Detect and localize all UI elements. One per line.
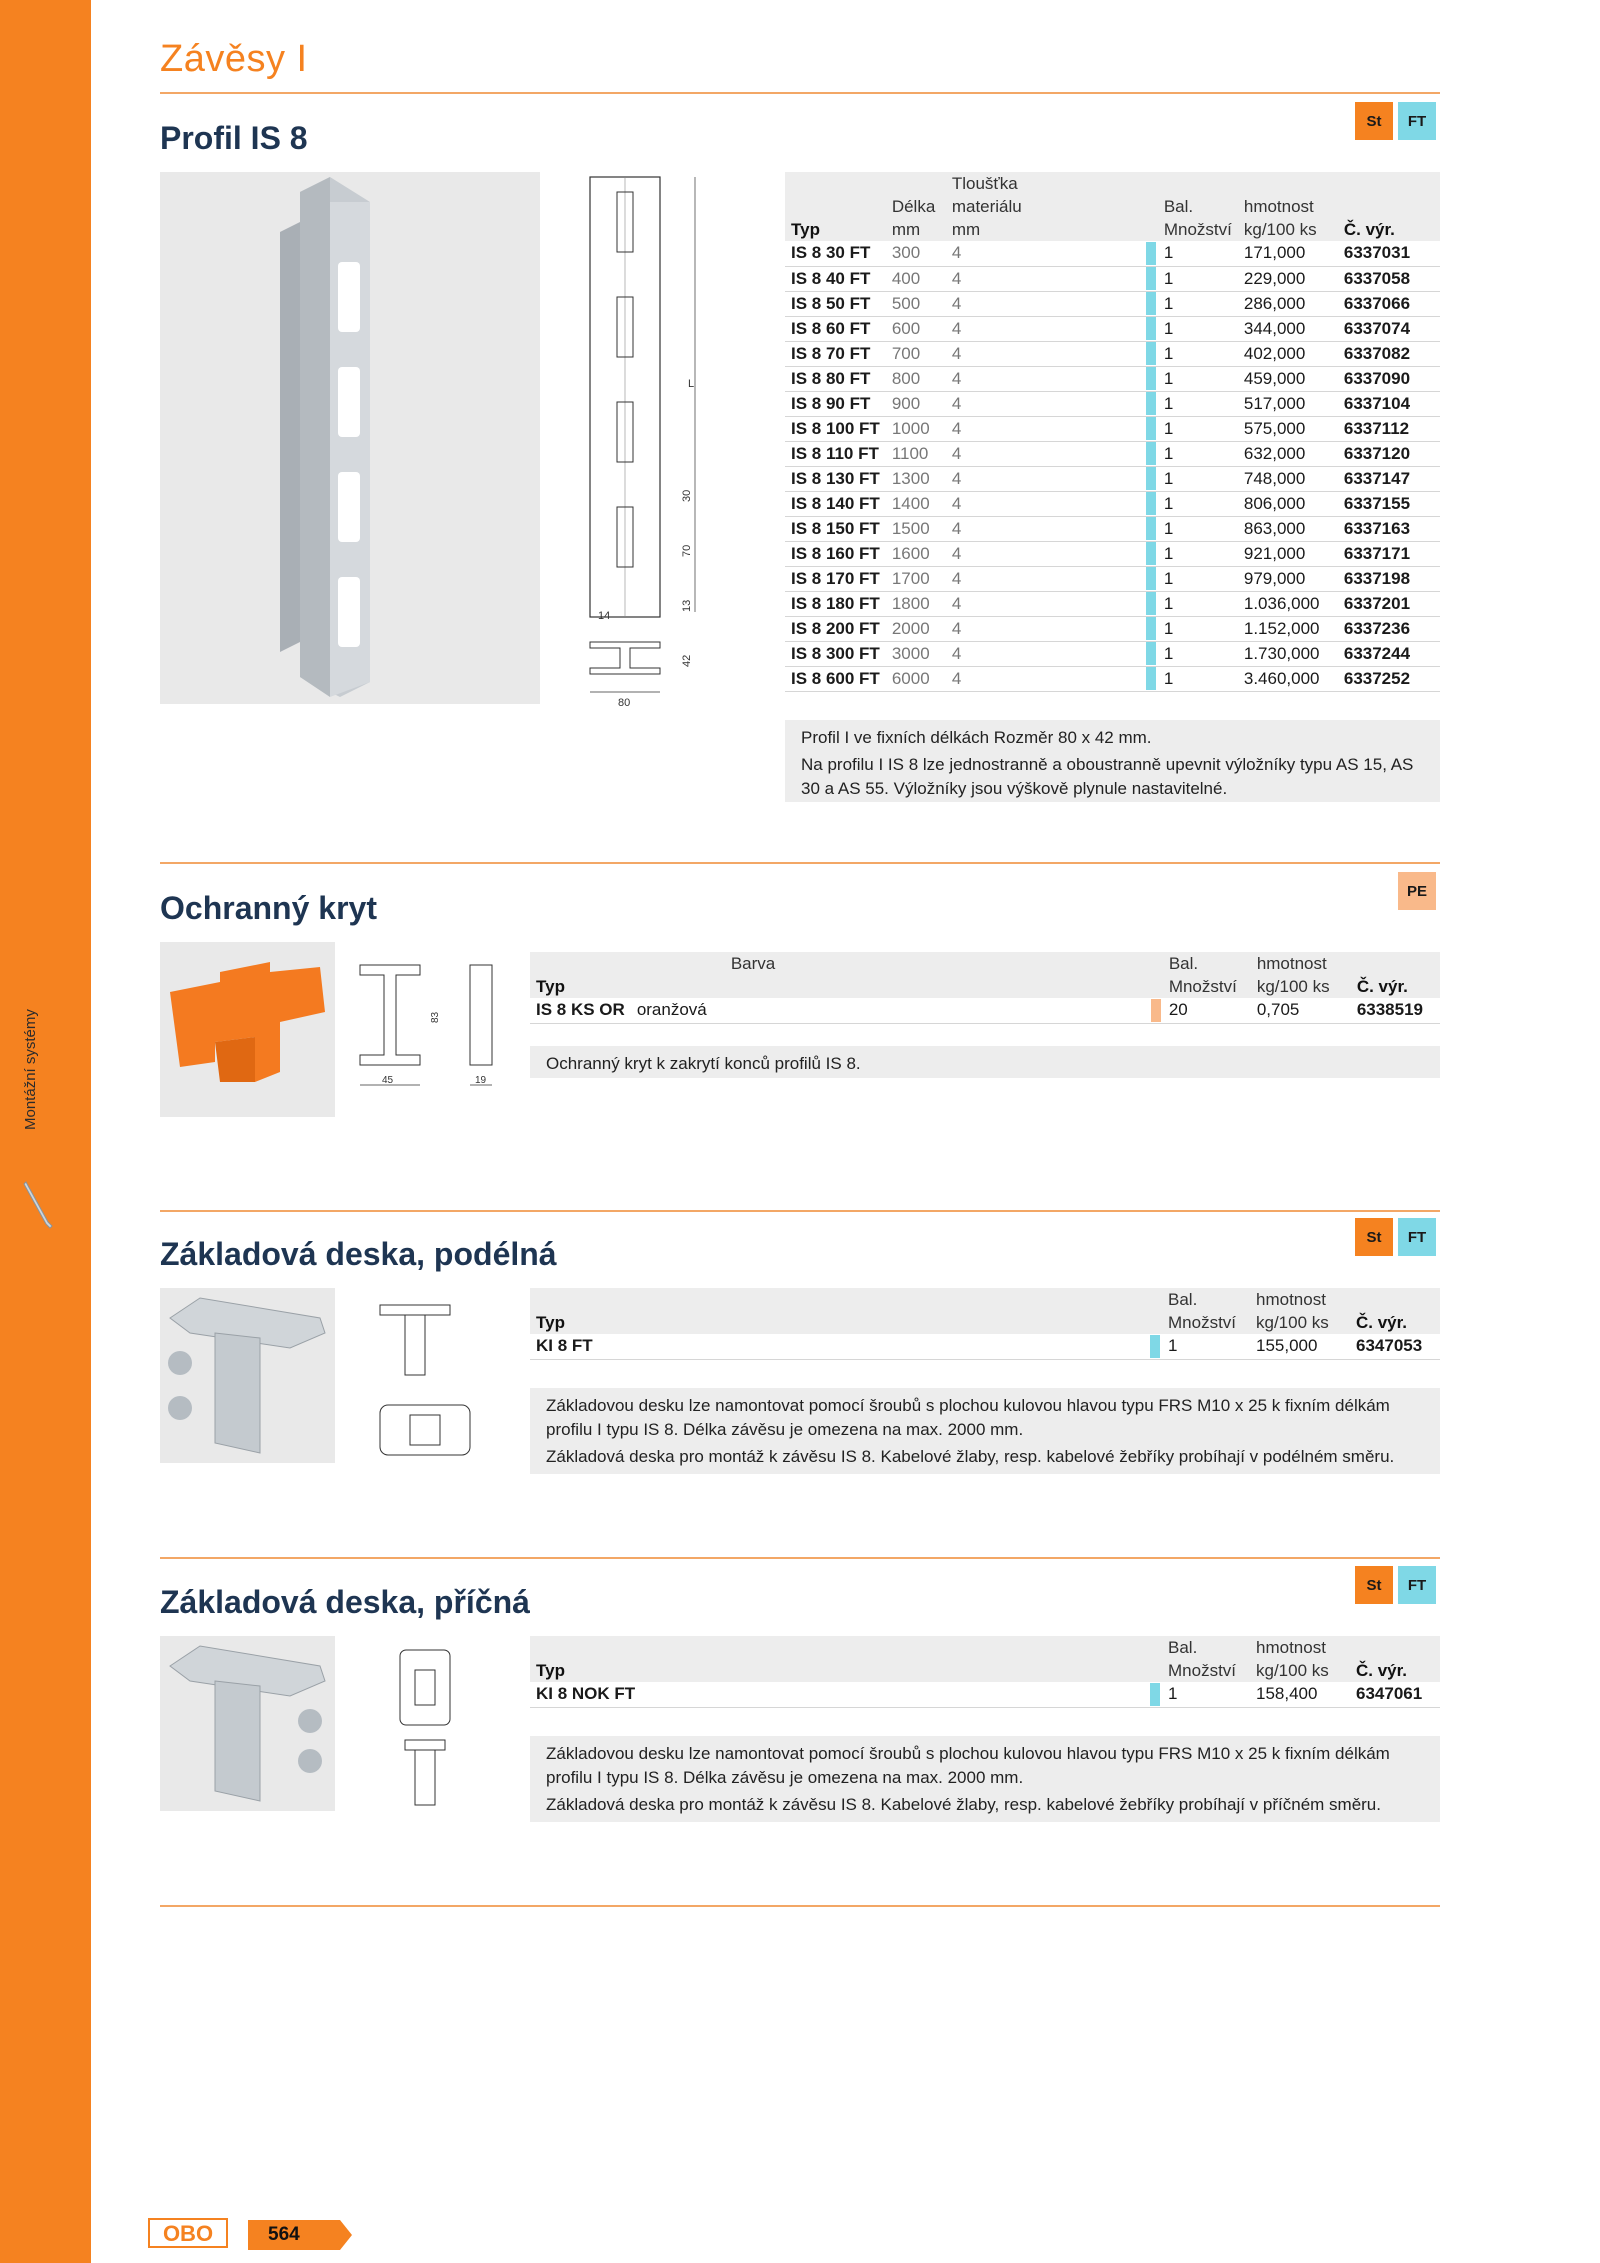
dim-13: 13 [681,599,693,612]
cell-spacer [1036,591,1146,616]
cell-typ: IS 8 100 FT [785,416,886,441]
section-divider [160,1905,1440,1907]
cell-delka: 1800 [886,591,946,616]
cell-spacer [1036,391,1146,416]
th-cvyr: Č. výr. [1356,1661,1408,1680]
th-bal: Bal. Množství [1168,954,1237,996]
dim-19: 19 [475,1075,487,1086]
cell-hm: 1.730,000 [1238,641,1338,666]
cell-bal: 1 [1158,341,1238,366]
cell-cv: 6337090 [1338,366,1440,391]
cell-tl: 4 [946,491,1036,516]
cell-typ: IS 8 140 FT [785,491,886,516]
sidebar-label: Montážní systémy [22,1009,39,1130]
th-typ: Typ [536,977,565,996]
section-title-profil: Profil IS 8 [160,120,308,156]
cell-spacer [1036,291,1146,316]
th-typ: Typ [536,1313,565,1332]
table-row: KI 8 NOK FT 1 158,400 6347061 [530,1682,1440,1707]
cell-spacer [1036,666,1146,691]
dim-30: 30 [681,489,693,502]
table-row [785,616,1440,641]
cell-cv: 6337198 [1338,566,1440,591]
cell-hm: 402,000 [1238,341,1338,366]
cell-bal: 1 [1158,516,1238,541]
cell-tl: 4 [946,666,1036,691]
th-hmotnost: hmotnost kg/100 ks [1256,1638,1329,1680]
table-row [785,441,1440,466]
cell-spacer [1036,491,1146,516]
baseplate-cross-notes [530,1736,1440,1822]
row-marker [1146,441,1158,466]
page-number: 564 [268,2224,300,2245]
row-marker [1146,591,1158,616]
baseplate-cross-photo [160,1636,335,1811]
dim-80: 80 [618,697,631,709]
cell-cv: 6337155 [1338,491,1440,516]
sidebar-hook-icon [22,1178,54,1230]
cell-hm: 575,000 [1238,416,1338,441]
cell-typ: IS 8 300 FT [785,641,886,666]
dim-70: 70 [681,544,693,557]
cell-bal: 1 [1158,641,1238,666]
cell-typ: IS 8 160 FT [785,541,886,566]
row-marker [1146,616,1158,641]
row-marker [1146,641,1158,666]
dim-14: 14 [598,610,611,622]
cell-delka: 1400 [886,491,946,516]
baseplate-long-spec-table [530,1288,1440,1360]
table-row [785,241,1440,266]
cell-bal: 1 [1158,466,1238,491]
cell-tl: 4 [946,541,1036,566]
cell-bal: 1 [1158,266,1238,291]
profile-photo [160,172,540,704]
cell-typ: IS 8 40 FT [785,266,886,291]
cell-delka: 900 [886,391,946,416]
cell-typ: IS 8 130 FT [785,466,886,491]
cell-hm: 344,000 [1238,316,1338,341]
cell-bal: 1 [1158,391,1238,416]
cell-tl: 4 [946,316,1036,341]
cell-hm: 1.152,000 [1238,616,1338,641]
cell-typ: IS 8 150 FT [785,516,886,541]
cell-bal: 1 [1158,491,1238,516]
cell-tl: 4 [946,566,1036,591]
cell-delka: 300 [886,241,946,266]
title-divider [160,92,1440,94]
profile-note-1: Profil I ve fixních délkách Rozměr 80 x 42 mm. [801,728,1152,747]
baseplate-long-drawing [360,1295,505,1465]
table-row [785,391,1440,416]
th-typ: Typ [536,1661,565,1680]
cell-delka: 1300 [886,466,946,491]
section-divider [160,1557,1440,1559]
dim-length-label: L [688,378,695,390]
cell-delka: 800 [886,366,946,391]
cell-typ: IS 8 60 FT [785,316,886,341]
cell-bal: 1 [1158,241,1238,266]
cover-notes [530,1046,1440,1078]
cell-typ: IS 8 70 FT [785,341,886,366]
cell-typ: IS 8 170 FT [785,566,886,591]
dim-83: 83 [430,1011,441,1023]
cover-spec-table [530,952,1440,1024]
cell-bal: 1 [1158,291,1238,316]
finish-badge-ft: FT [1398,1218,1436,1256]
th-hmotnost: hmotnost kg/100 ks [1256,1290,1329,1332]
cell-bal: 1 [1158,591,1238,616]
table-row [785,541,1440,566]
dim-42: 42 [681,654,693,667]
cell-bal: 1 [1158,541,1238,566]
row-marker [1146,241,1158,266]
table-row: IS 8 KS OR oranžová 20 0,705 6338519 [530,998,1440,1023]
cell-hm: 3.460,000 [1238,666,1338,691]
cell-spacer [1036,516,1146,541]
cell-cv: 6337252 [1338,666,1440,691]
finish-badge-ft: FT [1398,1566,1436,1604]
cell-spacer [1036,466,1146,491]
th-hmotnost: hmotnost kg/100 ks [1243,197,1317,239]
section-divider [160,1210,1440,1212]
cell-tl: 4 [946,466,1036,491]
cell-delka: 3000 [886,641,946,666]
row-marker [1146,566,1158,591]
th-hmotnost: hmotnost kg/100 ks [1256,954,1330,996]
table-row [785,341,1440,366]
color-chip-orange: oranžová [636,1000,707,1020]
th-delka: Délka mm [891,197,936,239]
material-badge-st: St [1355,1566,1393,1604]
cell-bal: 1 [1158,316,1238,341]
material-badge-st: St [1355,1218,1393,1256]
cell-cv: 6337058 [1338,266,1440,291]
cell-cv: 6337201 [1338,591,1440,616]
row-marker [1146,316,1158,341]
cell-cv: 6337066 [1338,291,1440,316]
cover-technical-drawing [350,955,510,1110]
cell-tl: 4 [946,341,1036,366]
cell-cv: 6337163 [1338,516,1440,541]
cell-spacer [1036,241,1146,266]
cell-spacer [1036,641,1146,666]
cell-tl: 4 [946,516,1036,541]
table-row [785,366,1440,391]
cell-cv: 6337082 [1338,341,1440,366]
cell-spacer [1036,566,1146,591]
table-row [785,516,1440,541]
cell-delka: 700 [886,341,946,366]
cell-hm: 979,000 [1238,566,1338,591]
row-marker [1146,491,1158,516]
row-marker [1146,666,1158,691]
table-row [785,641,1440,666]
baseplate-cross-drawing [375,1640,495,1818]
cell-spacer [1036,366,1146,391]
cell-hm: 632,000 [1238,441,1338,466]
svg-text:OBO: OBO [162,2221,214,2246]
profile-spec-table [785,172,1440,692]
cell-tl: 4 [946,616,1036,641]
table-row [785,466,1440,491]
cell-typ: IS 8 110 FT [785,441,886,466]
cell-hm: 229,000 [1238,266,1338,291]
cell-spacer [1036,541,1146,566]
cell-tl: 4 [946,591,1036,616]
cell-spacer [1036,616,1146,641]
cell-tl: 4 [946,416,1036,441]
row-marker [1146,391,1158,416]
cell-delka: 600 [886,316,946,341]
cell-typ: IS 8 200 FT [785,616,886,641]
cell-tl: 4 [946,241,1036,266]
baseplate-cross-spec-table [530,1636,1440,1708]
cell-bal: 1 [1158,441,1238,466]
th-cvyr: Č. výr. [1356,977,1408,996]
cell-tl: 4 [946,641,1036,666]
cell-cv: 6337074 [1338,316,1440,341]
cell-typ: IS 8 30 FT [785,241,886,266]
row-marker [1146,366,1158,391]
section-divider [160,862,1440,864]
row-marker [1146,416,1158,441]
row-marker [1146,266,1158,291]
cell-delka: 1000 [886,416,946,441]
cell-tl: 4 [946,391,1036,416]
cell-hm: 171,000 [1238,241,1338,266]
obo-logo [148,2218,228,2248]
page-title: Závěsy I [160,38,308,80]
cell-cv: 6337147 [1338,466,1440,491]
table-row [785,416,1440,441]
cell-typ: IS 8 90 FT [785,391,886,416]
table-row [785,666,1440,691]
section-title-deska-podelna: Základová deska, podélná [160,1236,557,1272]
cell-hm: 806,000 [1238,491,1338,516]
cell-bal: 1 [1158,416,1238,441]
cell-bal: 1 [1158,666,1238,691]
cell-delka: 6000 [886,666,946,691]
cell-spacer [1036,441,1146,466]
profile-notes [785,720,1440,802]
th-bal: Bal. Množství [1168,1638,1237,1680]
cell-hm: 517,000 [1238,391,1338,416]
th-bal: Bal. Množství [1163,197,1232,239]
cell-spacer [1036,416,1146,441]
table-row [785,316,1440,341]
cell-hm: 921,000 [1238,541,1338,566]
th-cvyr: Č. výr. [1356,1313,1408,1332]
cell-cv: 6337112 [1338,416,1440,441]
material-badge-pe: PE [1398,872,1436,910]
cell-cv: 6337104 [1338,391,1440,416]
cell-tl: 4 [946,291,1036,316]
cell-delka: 1700 [886,566,946,591]
profile-note-2: Na profilu I IS 8 lze jednostranně a oboustranně upevnit výložníky typu AS 15, AS 30 a AS 55. Výložníky jsou výškově plynule nastavitelné. [801,755,1414,798]
row-marker [1146,341,1158,366]
th-tloustka: Tloušťka materiálu mm [951,174,1022,239]
cell-hm: 286,000 [1238,291,1338,316]
cell-spacer [1036,316,1146,341]
table-row [785,591,1440,616]
baseplate-long-note-2: Základová deska pro montáž k závěsu IS 8. Kabelové žlaby, resp. kabelové žebříky probíhají v podélném směru. [546,1447,1395,1466]
cell-cv: 6337236 [1338,616,1440,641]
cell-hm: 459,000 [1238,366,1338,391]
table-row [785,566,1440,591]
baseplate-long-photo [160,1288,335,1463]
section-title-kryt: Ochranný kryt [160,890,377,926]
th-typ: Typ [791,220,820,239]
cell-cv: 6337120 [1338,441,1440,466]
cell-hm: 863,000 [1238,516,1338,541]
cell-typ: IS 8 180 FT [785,591,886,616]
baseplate-cross-note-2: Základová deska pro montáž k závěsu IS 8. Kabelové žlaby, resp. kabelové žebříky probíhají v příčném směru. [546,1795,1381,1814]
cell-typ: IS 8 50 FT [785,291,886,316]
table-row [785,291,1440,316]
cell-delka: 400 [886,266,946,291]
th-bal: Bal. Množství [1168,1290,1237,1332]
row-marker [1146,541,1158,566]
row-marker [1146,466,1158,491]
finish-badge-ft: FT [1398,102,1436,140]
cell-bal: 1 [1158,616,1238,641]
cell-bal: 1 [1158,566,1238,591]
table-row [785,491,1440,516]
material-badge-st: St [1355,102,1393,140]
cell-spacer [1036,266,1146,291]
cell-cv: 6337244 [1338,641,1440,666]
cell-delka: 500 [886,291,946,316]
cell-cv: 6337031 [1338,241,1440,266]
cell-tl: 4 [946,366,1036,391]
th-barva: Barva [730,954,776,973]
cell-hm: 748,000 [1238,466,1338,491]
cover-note-1: Ochranný kryt k zakrytí konců profilů IS 8. [546,1054,861,1073]
th-cvyr: Č. výr. [1343,220,1395,239]
cell-delka: 1100 [886,441,946,466]
cell-delka: 1500 [886,516,946,541]
cell-spacer [1036,341,1146,366]
page-number-tab [248,2220,352,2250]
cell-typ: IS 8 600 FT [785,666,886,691]
cell-hm: 1.036,000 [1238,591,1338,616]
row-marker [1146,516,1158,541]
baseplate-long-note-1: Základovou desku lze namontovat pomocí šroubů s plochou kulovou hlavou typu FRS M10 x 25 k fixním délkám profilu I typu IS 8. Délka závěsu je omezena na max. 2000 mm. [546,1396,1390,1439]
section-title-deska-pricna: Základová deska, příčná [160,1584,530,1620]
cell-delka: 1600 [886,541,946,566]
profile-technical-drawing [580,172,730,712]
baseplate-cross-note-1: Základovou desku lze namontovat pomocí šroubů s plochou kulovou hlavou typu FRS M10 x 25 k fixním délkám profilu I typu IS 8. Délka závěsu je omezena na max. 2000 mm. [546,1744,1390,1787]
cell-delka: 2000 [886,616,946,641]
table-row [785,266,1440,291]
cell-tl: 4 [946,441,1036,466]
cell-cv: 6337171 [1338,541,1440,566]
baseplate-long-notes [530,1388,1440,1474]
row-marker [1146,291,1158,316]
cover-photo [160,942,335,1117]
sidebar [0,0,91,2263]
cell-typ: IS 8 80 FT [785,366,886,391]
cell-bal: 1 [1158,366,1238,391]
cell-tl: 4 [946,266,1036,291]
table-row: KI 8 FT 1 155,000 6347053 [530,1334,1440,1359]
dim-45: 45 [382,1075,394,1086]
